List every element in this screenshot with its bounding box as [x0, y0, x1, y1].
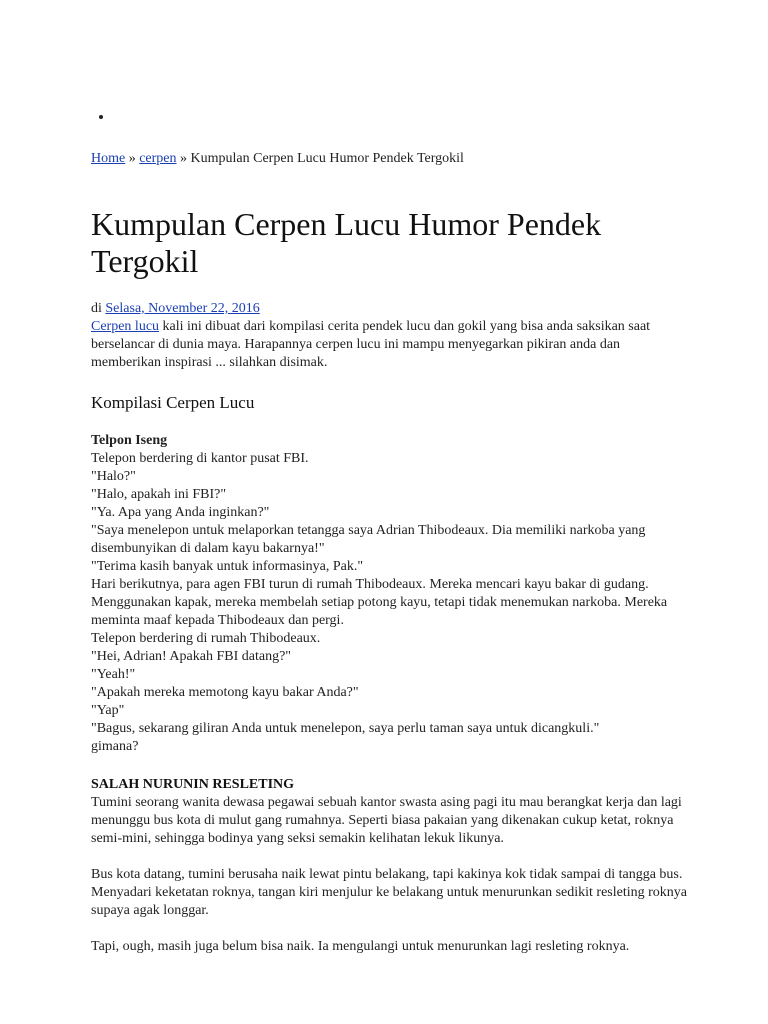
story-line: "Saya menelepon untuk melaporkan tetangga saya Adrian Thibodeaux. Dia memiliki narkoba yang disembunyikan di dalam kayu bakarnya!" — [91, 523, 646, 556]
intro-text: kali ini dibuat dari kompilasi cerita pendek lucu dan gokil yang bisa anda saksikan saat berselancar di dunia maya. Harapannya cerpen lucu ini mampu menyegarkan pikiran anda dan memberikan inspirasi ... silahkan disimak. — [91, 319, 651, 370]
story-paragraph: Tumini seorang wanita dewasa pegawai sebuah kantor swasta asing pagi itu mau berangkat kerja dan lagi menunggu bus kota di mulut gang rumahnya. Seperti biasa pakaian yang dikenakan cukup ketat, roknya semi-mini, sehingga bodinya yang seksi semakin kelihatan lekuk likunya. — [91, 795, 682, 846]
story-line: "Yeah!" — [91, 667, 136, 682]
story-line: Telepon berdering di kantor pusat FBI. — [91, 451, 309, 466]
post-intro — [91, 318, 691, 372]
story-line: "Terima kasih banyak untuk informasinya, Pak." — [91, 559, 364, 574]
post-content — [91, 150, 691, 974]
story-line: Telepon berdering di rumah Thibodeaux. — [91, 631, 321, 646]
post-title: Kumpulan Cerpen Lucu Humor Pendek Tergokil — [91, 206, 602, 279]
story-title: Telpon Iseng — [91, 433, 168, 448]
breadcrumb-home-link[interactable]: Home — [91, 151, 126, 166]
post-date-link[interactable]: Selasa, November 22, 2016 — [105, 301, 260, 316]
post-meta — [91, 300, 691, 318]
intro-link[interactable]: Cerpen lucu — [91, 319, 160, 334]
story-paragraph: Bus kota datang, tumini berusaha naik lewat pintu belakang, tapi kakinya kok tidak sampai di tangga bus. Menyadari keketatan roknya, tangan kiri menjulur ke belakang untuk menurunkan sedikit resleting roknya supaya agak longgar. — [91, 867, 687, 918]
story-line: gimana? — [91, 739, 139, 754]
story-line: Hari berikutnya, para agen FBI turun di rumah Thibodeaux. Mereka mencari kayu bakar di gudang. Menggunakan kapak, mereka membelah setiap potong kayu, tetapi tidak menemukan narkoba. Mereka meminta maaf kepada Thibodeaux dan pergi. — [91, 577, 668, 628]
story-line: "Halo?" — [91, 469, 136, 484]
story-line: "Bagus, sekarang giliran Anda untuk menelepon, saya perlu taman saya untuk dicangkuli." — [91, 721, 600, 736]
story-title: SALAH NURUNIN RESLETING — [91, 777, 295, 792]
breadcrumb-category-link[interactable]: cerpen — [139, 151, 177, 166]
story-body — [91, 794, 691, 956]
story-line: "Ya. Apa yang Anda inginkan?" — [91, 505, 270, 520]
section-heading: Kompilasi Cerpen Lucu — [91, 393, 255, 412]
nav-bullet-list — [90, 108, 114, 128]
story-paragraph: Tapi, ough, masih juga belum bisa naik. Ia mengulangi untuk menurunkan lagi resleting roknya. — [91, 939, 630, 954]
story-line: "Yap" — [91, 703, 125, 718]
post-meta-prefix: di — [91, 301, 106, 316]
breadcrumb — [91, 150, 691, 168]
breadcrumb-current: Kumpulan Cerpen Lucu Humor Pendek Tergokil — [190, 151, 464, 166]
story-line: "Apakah mereka memotong kayu bakar Anda?" — [91, 685, 359, 700]
story-line: "Hei, Adrian! Apakah FBI datang?" — [91, 649, 291, 664]
story-body — [91, 450, 691, 756]
breadcrumb-separator: » — [176, 151, 191, 166]
breadcrumb-separator: » — [125, 151, 140, 166]
story-line: "Halo, apakah ini FBI?" — [91, 487, 227, 502]
